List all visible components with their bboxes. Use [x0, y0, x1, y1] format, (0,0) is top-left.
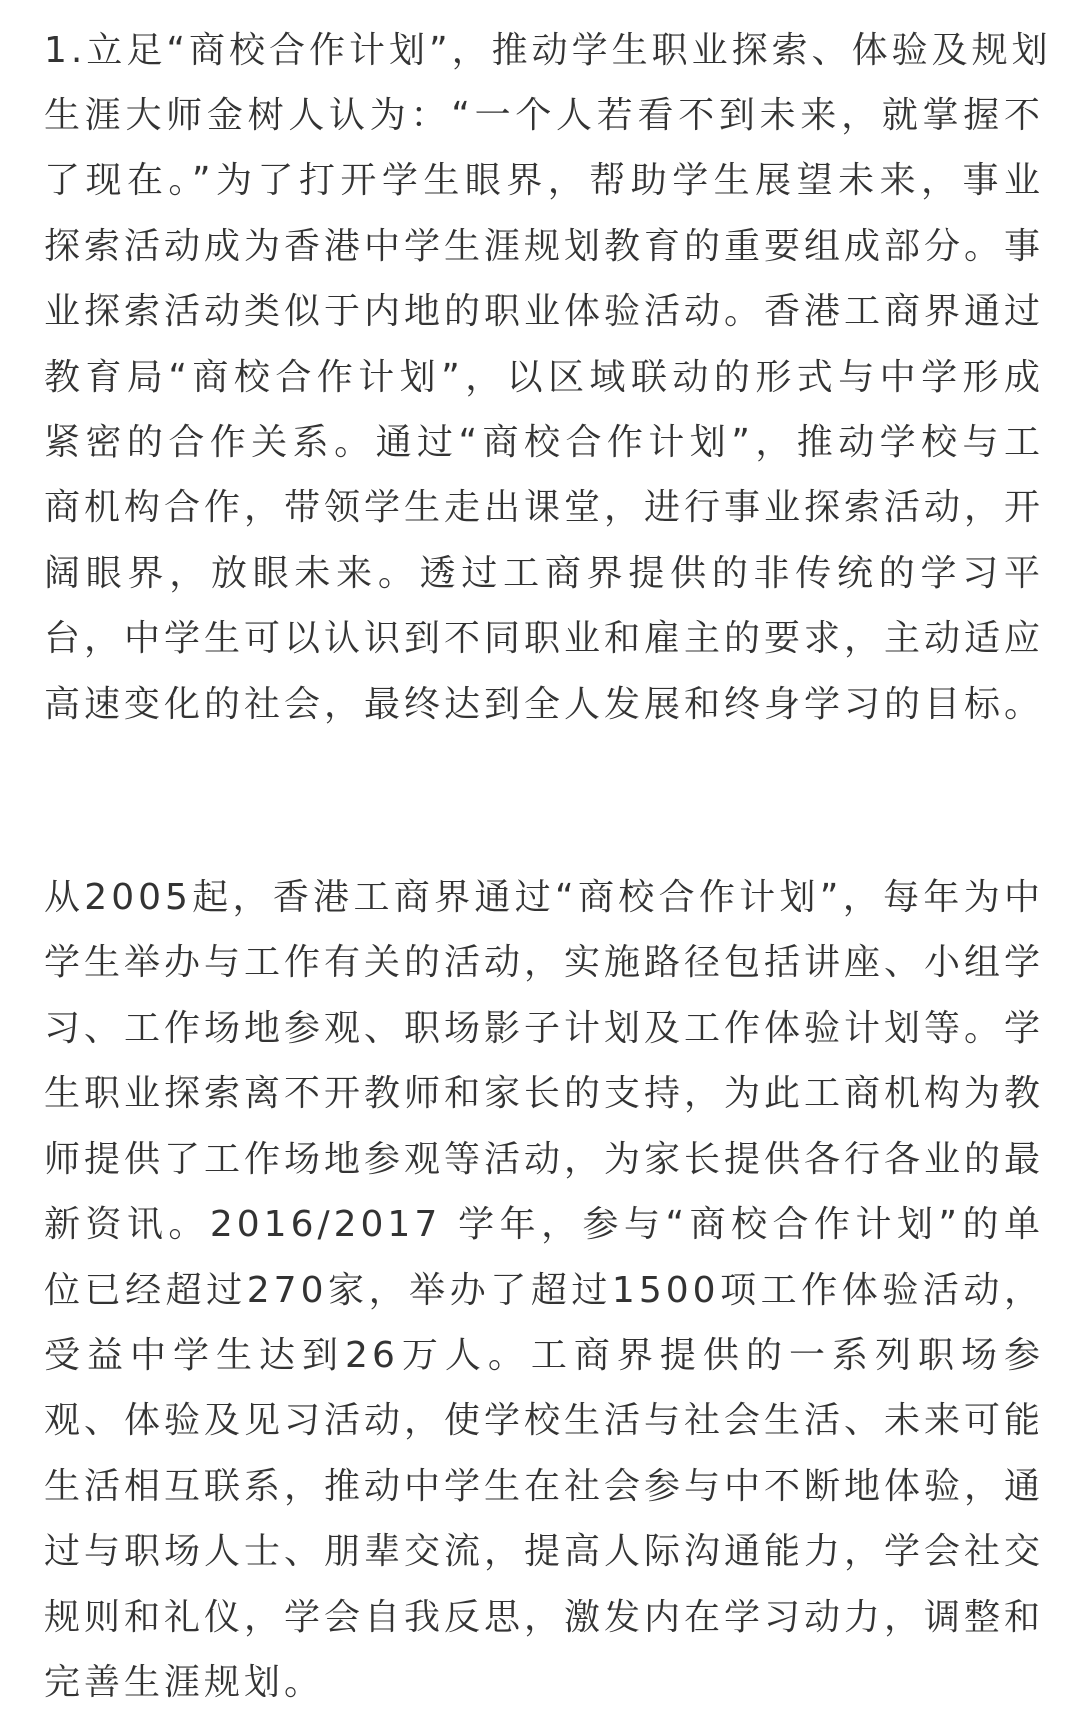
- paragraph-business-school-partnership: 从2005起，香港工商界通过“商校合作计划”，每年为中学生举办与工作有关的活动，实施路径包括讲座、小组学习、工作场地参观、职场影子计划及工作体验计划等。学生职业探索离不开教师和家长的支持，为此工商机构为教师提供了工作场地参观等活动，为家长提供各行各业的最新资讯。2016/2017 学年，参与“商校合作计划”的单位已经超过270家，举办了超过1500项工作体验活动，受益中学生达到26万人。工商界提供的一系列职场参观、体验及见习活动，使学校生活与社会生活、未来可能生活相互联系，推动中学生在社会参与中不断地体验，通过与职场人士、朋辈交流，提高人际沟通能力，学会社交规则和礼仪，学会自我反思，激发内在学习动力，调整和完善生涯规划。: [44, 877, 1045, 1703]
- paragraph-career-exploration: 生涯大师金树人认为：“一个人若看不到未来，就掌握不了现在。”为了打开学生眼界，帮助学生展望未来，事业探索活动成为香港中学生涯规划教育的重要组成部分。事业探索活动类似于内地的职业体验活动。香港工商界通过教育局“商校合作计划”，以区域联动的形式与中学形成紧密的合作关系。通过“商校合作计划”，推动学校与工商机构合作，带领学生走出课堂，进行事业探索活动，开阔眼界，放眼未来。透过工商界提供的非传统的学习平台，中学生可以认识到不同职业和雇主的要求，主动适应高速变化的社会，最终达到全人发展和终身学习的目标。: [44, 95, 1045, 725]
- article-body: [44, 18, 1052, 1715]
- section-heading: 1.立足“商校合作计划”，推动学生职业探索、体验及规划: [44, 30, 1052, 71]
